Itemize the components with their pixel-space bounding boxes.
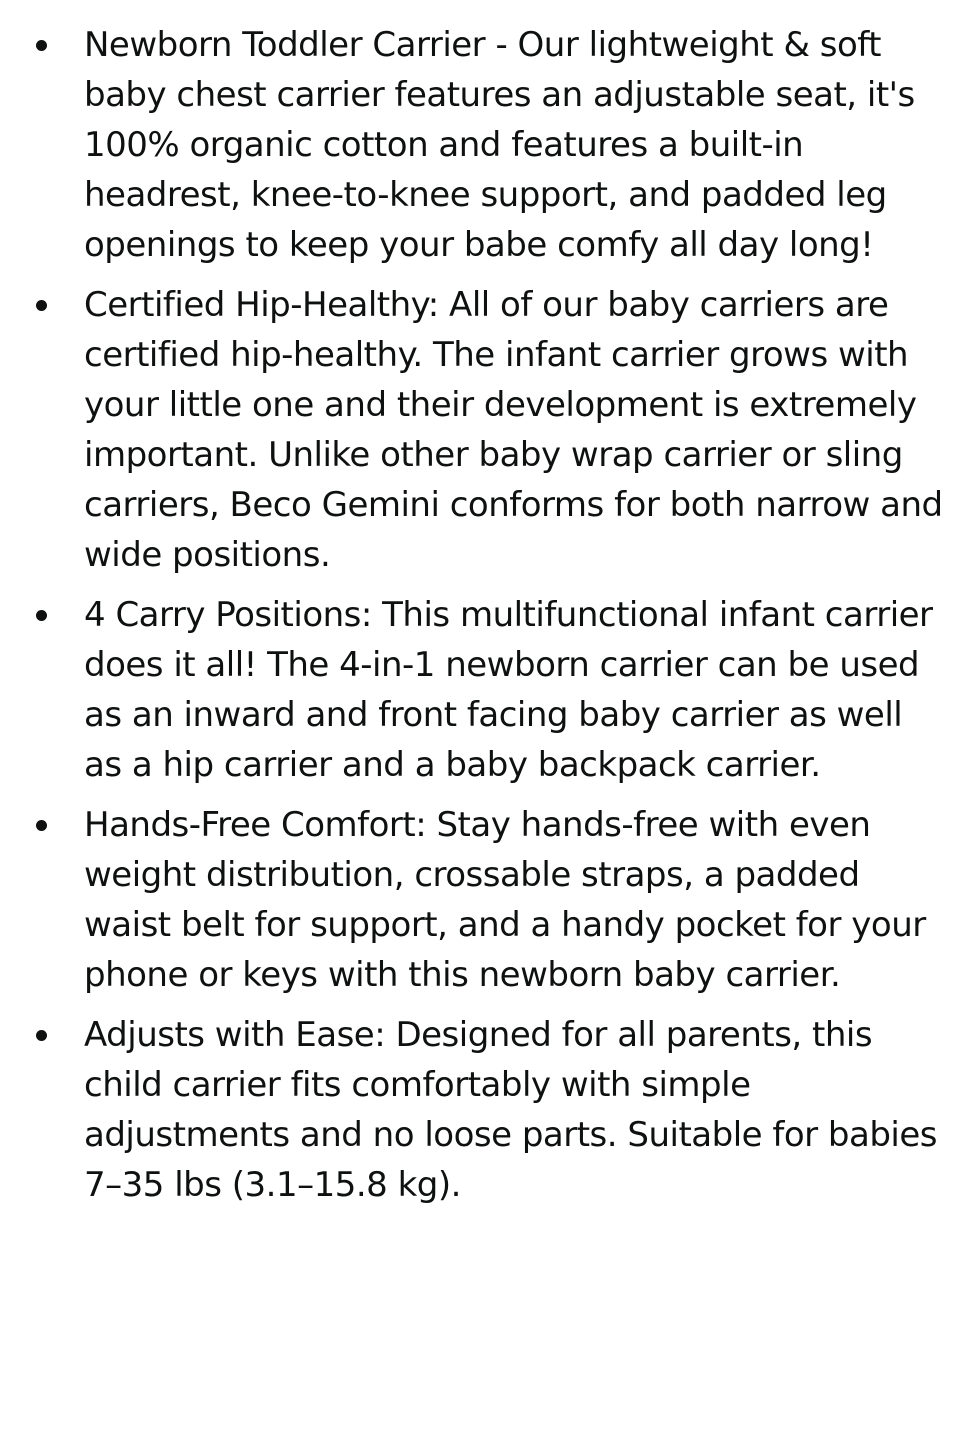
feature-bullet-text: Newborn Toddler Carrier - Our lightweight & soft baby chest carrier features an adjustable seat, it's 100% organic cotton and features a built-in headrest, knee-to-knee support, and padded leg openings to keep your babe comfy all day long! xyxy=(84,25,915,265)
feature-bullet-text: Adjusts with Ease: Designed for all parents, this child carrier fits comfortably with simple adjustments and no loose parts. Suitable for babies 7–35 lbs (3.1–15.8 kg). xyxy=(84,1015,938,1205)
feature-bullet xyxy=(0,20,976,270)
feature-bullet xyxy=(0,1010,976,1210)
feature-bullet-list xyxy=(0,20,976,1220)
bullet-point-icon xyxy=(36,610,47,621)
bullet-point-icon xyxy=(36,300,47,311)
feature-bullet xyxy=(0,590,976,790)
bullet-point-icon xyxy=(36,1030,47,1041)
feature-bullet-text: Hands-Free Comfort: Stay hands-free with even weight distribution, crossable straps, a padded waist belt for support, and a handy pocket for your phone or keys with this newborn baby carrier. xyxy=(84,805,926,995)
bullet-point-icon xyxy=(36,40,47,51)
feature-bullet xyxy=(0,800,976,1000)
feature-bullet-text: Certified Hip-Healthy: All of our baby carriers are certified hip-healthy. The infant carrier grows with your little one and their development is extremely important. Unlike other baby wrap carrier or sling carriers, Beco Gemini conforms for both narrow and wide positions. xyxy=(84,285,943,575)
bullet-point-icon xyxy=(36,820,47,831)
feature-bullet xyxy=(0,280,976,580)
feature-bullet-text: 4 Carry Positions: This multifunctional infant carrier does it all! The 4-in-1 newborn carrier can be used as an inward and front facing baby carrier as well as a hip carrier and a baby backpack carrier. xyxy=(84,595,933,785)
